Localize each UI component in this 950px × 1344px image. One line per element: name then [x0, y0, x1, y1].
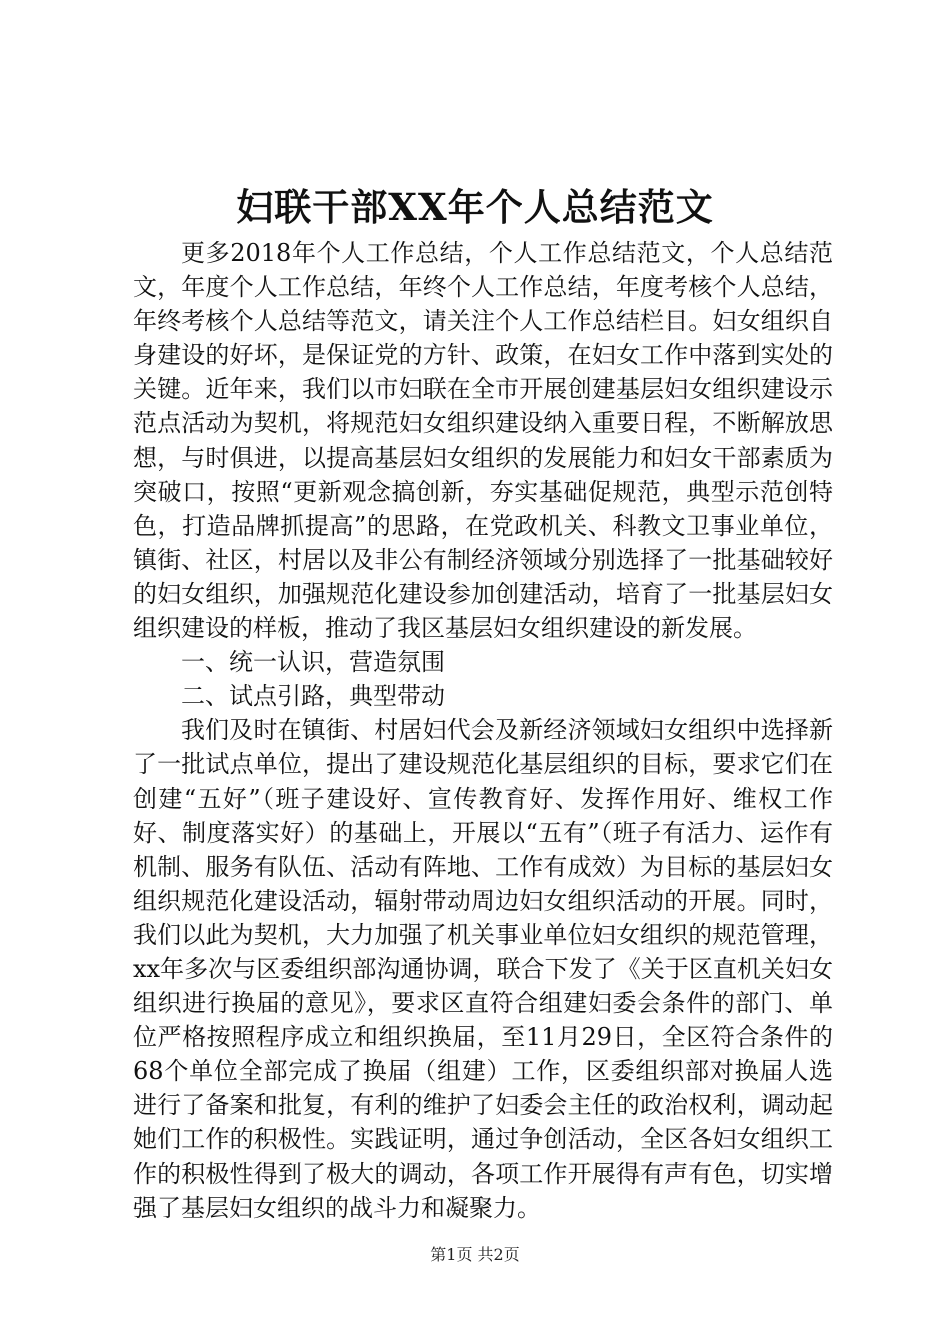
- section-heading-2: 二、试点引路，典型带动: [181, 682, 445, 711]
- section-heading-1: 一、统一认识，营造氛围: [181, 648, 445, 677]
- document-body: [133, 236, 833, 1225]
- intro-paragraph: 更多2018年个人工作总结，个人工作总结范文，个人总结范文，年度个人工作总结，年终个人工作总结，年度考核个人总结，年终考核个人总结等范文，请关注个人工作总结栏目。妇女组织自身建设的好坏，是保证党的方针、政策，在妇女工作中落到实处的关键。近年来，我们以市妇联在全市开展创建基层妇女组织建设示范点活动为契机，将规范妇女组织建设纳入重要日程，不断解放思想，与时俱进，以提高基层妇女组织的发展能力和妇女干部素质为突破口，按照“更新观念搞创新，夯实基础促规范，典型示范创特色，打造品牌抓提高”的思路，在党政机关、科教文卫事业单位，镇街、社区，村居以及非公有制经济领域分别选择了一批基础较好的妇女组织，加强规范化建设参加创建活动，培育了一批基层妇女组织建设的样板，推动了我区基层妇女组织建设的新发展。: [133, 239, 833, 643]
- section-2-paragraph: 我们及时在镇街、村居妇代会及新经济领域妇女组织中选择新了一批试点单位，提出了建设规范化基层组织的目标，要求它们在创建“五好”（班子建设好、宣传教育好、发挥作用好、维权工作好、制度落实好）的基础上，开展以“五有”（班子有活力、运作有机制、服务有队伍、活动有阵地、工作有成效）为目标的基层妇女组织规范化建设活动，辐射带动周边妇女组织活动的开展。同时，我们以此为契机，大力加强了机关事业单位妇女组织的规范管理，xx年多次与区委组织部沟通协调，联合下发了《关于区直机关妇女组织进行换届的意见》，要求区直符合组建妇委会条件的部门、单位严格按照程序成立和组织换届，至11月29日，全区符合条件的68个单位全部完成了换届（组建）工作，区委组织部对换届人选进行了备案和批复，有利的维护了妇委会主任的政治权利，调动起她们工作的积极性。实践证明，通过争创活动，全区各妇女组织工作的积极性得到了极大的调动，各项工作开展得有声有色，切实增强了基层妇女组织的战斗力和凝聚力。: [133, 716, 833, 1222]
- document-title: 妇联干部XX年个人总结范文: [236, 185, 714, 229]
- page-footer: 第1页 共2页: [430, 1245, 520, 1264]
